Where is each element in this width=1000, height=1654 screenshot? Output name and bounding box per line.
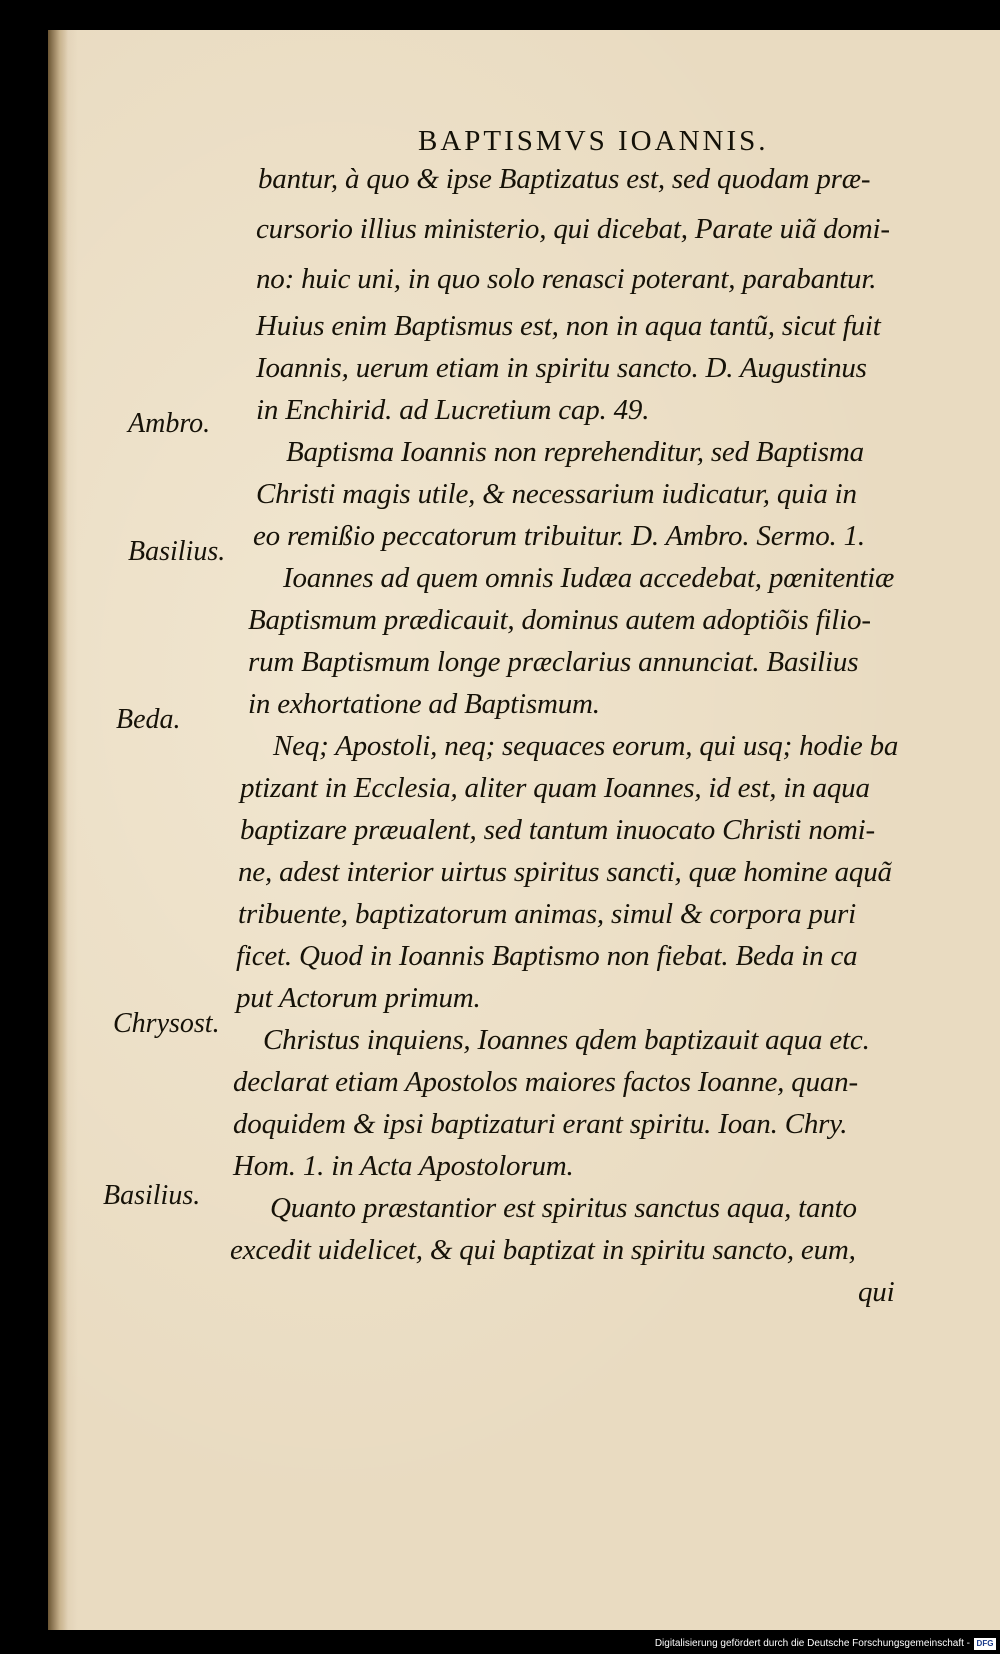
text-line: Ioannis, uerum etiam in spiritu sancto. D. Augustinus [256, 352, 867, 384]
margin-note-beda: Beda. [116, 704, 181, 735]
text-line: baptizare præualent, sed tantum inuocato Christi nomi- [240, 814, 875, 846]
page-spine-shadow [48, 30, 68, 1650]
text-line: Huius enim Baptismus est, non in aqua tantũ, sicut fuit [256, 310, 881, 342]
text-line: bantur, à quo & ipse Baptizatus est, sed quodam præ- [258, 163, 871, 195]
margin-note-basilius-2: Basilius. [103, 1180, 201, 1211]
text-line: ficet. Quod in Ioannis Baptismo non fiebat. Beda in ca [236, 940, 858, 972]
text-line: Baptisma Ioannis non reprehenditur, sed Baptisma [286, 436, 864, 468]
text-line: in exhortatione ad Baptismum. [248, 688, 600, 720]
text-line: Ioannes ad quem omnis Iudæa accedebat, pœnitentiæ [283, 562, 895, 594]
running-head: BAPTISMVS IOANNIS. [418, 125, 769, 157]
text-line: rum Baptismum longe præclarius annunciat. Basilius [248, 646, 859, 678]
margin-note-ambro: Ambro. [128, 408, 211, 439]
text-line: cursorio illius ministerio, qui dicebat, Parate uiã domi- [256, 213, 890, 245]
text-line: Christi magis utile, & necessarium iudicatur, quia in [256, 478, 857, 510]
text-line: Neq; Apostoli, neq; sequaces eorum, qui usq; hodie ba [273, 730, 899, 762]
text-line: excedit uidelicet, & qui baptizat in spiritu sancto, eum, [230, 1234, 856, 1266]
text-line: declarat etiam Apostolos maiores factos Ioanne, quan- [233, 1066, 858, 1098]
text-line: Hom. 1. in Acta Apostolorum. [233, 1150, 574, 1182]
text-line: Christus inquiens, Ioannes qdem baptizauit aqua etc. [263, 1024, 870, 1056]
text-line: tribuente, baptizatorum animas, simul & corpora puri [238, 898, 856, 930]
text-line: in Enchirid. ad Lucretium cap. 49. [256, 394, 650, 426]
catchword: qui [858, 1276, 895, 1308]
text-line: doquidem & ipsi baptizaturi erant spiritu. Ioan. Chry. [233, 1108, 848, 1140]
funding-notice: Digitalisierung gefördert durch die Deutsche Forschungsgemeinschaft - [654, 1638, 970, 1649]
footer-bar [0, 1630, 1000, 1654]
margin-note-chrysost: Chrysost. [113, 1008, 220, 1039]
dfg-logo-icon: DFG [974, 1638, 996, 1650]
margin-note-basilius: Basilius. [128, 536, 226, 567]
text-line: no: huic uni, in quo solo renasci poterant, parabantur. [256, 263, 877, 295]
text-line: Baptismum prædicauit, dominus autem adoptiõis filio- [248, 604, 871, 636]
text-line: ne, adest interior uirtus spiritus sancti, quæ homine aquã [238, 856, 892, 888]
text-line: eo remißio peccatorum tribuitur. D. Ambro. Sermo. 1. [253, 520, 865, 552]
text-line: put Actorum primum. [236, 982, 481, 1014]
book-page [48, 30, 1000, 1650]
text-line: ptizant in Ecclesia, aliter quam Ioannes, id est, in aqua [240, 772, 870, 804]
text-line: Quanto præstantior est spiritus sanctus aqua, tanto [270, 1192, 857, 1224]
